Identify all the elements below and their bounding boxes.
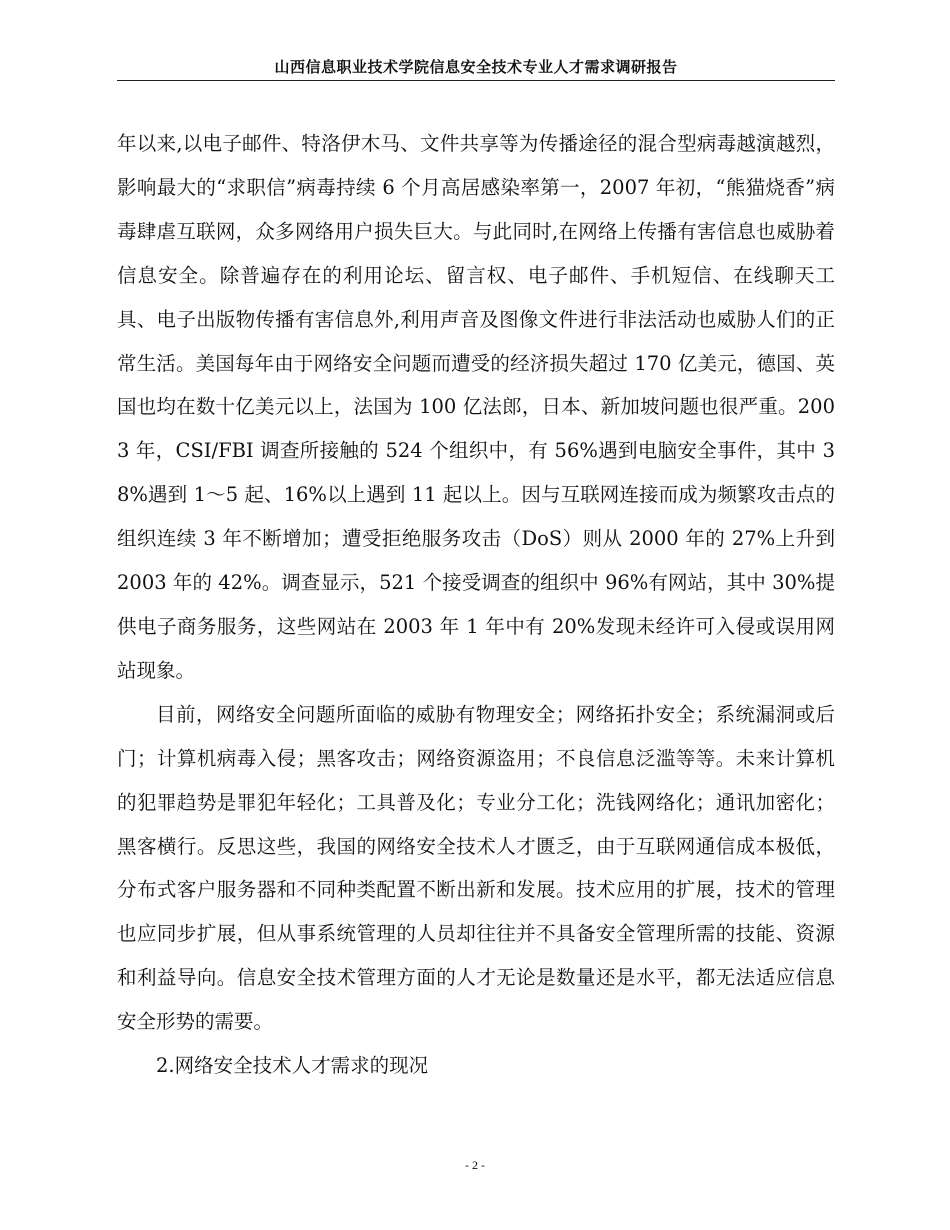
paragraph-continued: 年以来,以电子邮件、特洛伊木马、文件共享等为传播途径的混合型病毒越演越烈，影响最大的“求职信”病毒持续 6 个月高居感染率第一，2007 年初，“熊猫烧香”病毒肆虐互联网，众多网络用户损失巨大。与此同时,在网络上传播有害信息也威胁着信息安全。除普遍存在的利用论坛、留言权、电子邮件、手机短信、在线聊天工具、电子出版物传播有害信息外,利用声音及图像文件进行非法活动也威胁人们的正常生活。美国每年由于网络安全问题而遭受的经济损失超过 170 亿美元，德国、英国也均在数十亿美元以上，法国为 100 亿法郎，日本、新加坡问题也很严重。2003 年，CSI/FBI 调查所接触的 524 个组织中，有 56%遇到电脑安全事件，其中 38%遇到 1～5 起、16%以上遇到 11 起以上。因与互联网连接而成为频繁攻击点的组织连续 3 年不断增加；遭受拒绝服务攻击（DoS）则从 2000 年的 27%上升到 2003 年的 42%。调查显示，521 个接受调查的组织中 96%有网站，其中 30%提供电子商务服务，这些网站在 2003 年 1 年中有 20%发现未经许可入侵或误用网站现象。 <box>117 132 835 682</box>
paragraph: 目前，网络安全问题所面临的威胁有物理安全；网络拓扑安全；系统漏洞或后门；计算机病毒入侵；黑客攻击；网络资源盗用；不良信息泛滥等等。未来计算机的犯罪趋势是罪犯年轻化；工具普及化；专业分工化；洗钱网络化；通讯加密化；黑客横行。反思这些，我国的网络安全技术人才匮乏，由于互联网通信成本极低，分布式客户服务器和不同种类配置不断出新和发展。技术应用的扩展，技术的管理也应同步扩展，但从事系统管理的人员却往往并不具备安全管理所需的技能、资源和利益导向。信息安全技术管理方面的人才无论是数量还是水平，都无法适应信息安全形势的需要。 <box>117 702 835 1034</box>
header-divider <box>117 80 835 81</box>
page-number: - 2 - <box>465 1158 485 1172</box>
section-heading: 2.网络安全技术人才需求的现况 <box>156 1054 429 1078</box>
body-text <box>117 122 835 1088</box>
running-header-title: 山西信息职业技术学院信息安全技术专业人才需求调研报告 <box>274 58 678 76</box>
